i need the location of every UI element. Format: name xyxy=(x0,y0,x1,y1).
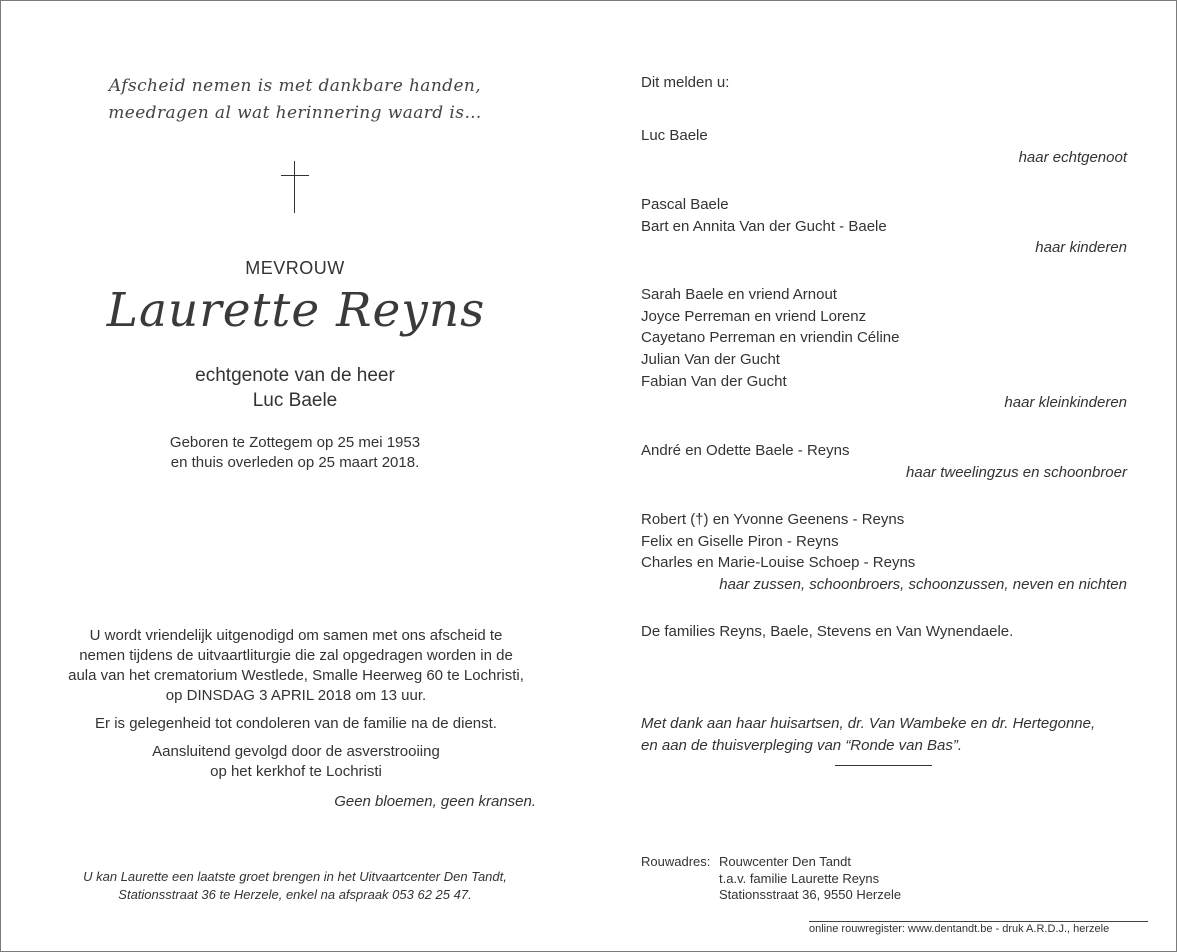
families-line: De families Reyns, Baele, Stevens en Van Wynendaele. xyxy=(641,623,1014,640)
family-name: Luc Baele xyxy=(641,127,708,144)
family-name: André en Odette Baele - Reyns xyxy=(641,442,850,459)
spouse-info xyxy=(91,363,499,413)
family-role: haar tweelingzus en schoonbroer xyxy=(906,463,1127,481)
family-role: haar kleinkinderen xyxy=(1004,394,1127,412)
thanks-note xyxy=(641,713,1127,756)
family-name: Fabian Van der Gucht xyxy=(641,372,787,390)
family-name: Cayetano Perreman en vriendin Céline xyxy=(641,329,900,347)
family-name: Charles en Marie-Louise Schoep - Reyns xyxy=(641,554,916,572)
family-role: haar zussen, schoonbroers, schoonzussen, neven en nichten xyxy=(719,576,1127,594)
separator-line xyxy=(835,765,932,766)
born-line: en thuis overleden op 25 maart 2018. xyxy=(170,454,420,471)
invitation-text xyxy=(46,626,546,706)
invitation-block xyxy=(46,626,546,790)
invitation-line: nemen tijdens de uitvaartliturgie die zal opgedragen worden in de xyxy=(79,647,513,664)
address-line: Stationsstraat 36, 9550 Herzele xyxy=(719,887,902,902)
footer-text: online rouwregister: www.dentandt.be - druk A.R.D.J., herzele xyxy=(809,923,1110,935)
cross-icon-bar xyxy=(281,175,309,176)
thanks-line: Met dank aan haar huisartsen, dr. Van Wambeke en dr. Hertegonne, xyxy=(641,715,1096,732)
condolence-text: Er is gelegenheid tot condoleren van de familie na de dienst. xyxy=(95,715,497,732)
honorific-title: MEVROUW xyxy=(245,258,345,278)
family-name: Bart en Annita Van der Gucht - Baele xyxy=(641,217,887,235)
family-name: Sarah Baele en vriend Arnout xyxy=(641,286,837,303)
invitation-line: U wordt vriendelijk uitgenodigd om samen met ons afscheid te xyxy=(89,627,503,644)
spouse-line: Luc Baele xyxy=(252,390,338,411)
family-group-grandchildren xyxy=(641,284,1127,414)
address-row xyxy=(641,854,901,871)
mourning-address xyxy=(641,854,901,904)
invitation-line: op DINSDAG 3 APRIL 2018 om 13 uur. xyxy=(165,687,427,704)
family-group-siblings xyxy=(641,509,1127,596)
poem xyxy=(91,73,499,127)
address-line: t.a.v. familie Laurette Reyns xyxy=(719,870,880,886)
farewell-note xyxy=(41,868,549,904)
cross-icon xyxy=(294,161,295,213)
farewell-line: U kan Laurette een laatste groet brengen in het Uitvaartcenter Den Tandt, xyxy=(83,869,507,884)
address-line: Rouwcenter Den Tandt xyxy=(719,854,852,869)
family-group-children xyxy=(641,194,1127,259)
scattering-text xyxy=(46,742,546,782)
deceased-name: Laurette Reyns xyxy=(106,283,486,338)
birth-death-info xyxy=(91,433,499,473)
born-line: Geboren te Zottegem op 25 mei 1953 xyxy=(169,434,421,451)
scattering-line: Aansluitend gevolgd door de asverstrooiing xyxy=(152,743,440,760)
family-role: haar echtgenoot xyxy=(1018,148,1127,166)
farewell-line: Stationsstraat 36 te Herzele, enkel na afspraak 053 62 25 47. xyxy=(118,887,472,902)
family-name: Julian Van der Gucht xyxy=(641,351,780,369)
no-flowers-note: Geen bloemen, geen kransen. xyxy=(334,793,536,810)
spouse-line: echtgenote van de heer xyxy=(195,365,395,386)
family-name: Joyce Perreman en vriend Lorenz xyxy=(641,307,867,325)
footer-rule xyxy=(809,921,1148,922)
family-name: Felix en Giselle Piron - Reyns xyxy=(641,532,839,550)
family-group-spouse xyxy=(641,125,1127,168)
family-name: Robert (†) en Yvonne Geenens - Reyns xyxy=(641,511,905,528)
thanks-line: en aan de thuisverpleging van “Ronde van Bas”. xyxy=(641,736,963,754)
address-label: Rouwadres: xyxy=(641,854,711,869)
intro-text: Dit melden u: xyxy=(641,74,730,91)
family-role: haar kinderen xyxy=(1035,239,1127,257)
scattering-line: op het kerkhof te Lochristi xyxy=(210,763,382,780)
invitation-line: aula van het crematorium Westlede, Smalle Heerweg 60 te Lochristi, xyxy=(68,667,524,684)
family-name: Pascal Baele xyxy=(641,196,729,213)
poem-line: meedragen al wat herinnering waard is… xyxy=(108,103,482,123)
poem-line: Afscheid nemen is met dankbare handen, xyxy=(108,76,482,96)
family-group-twin xyxy=(641,440,1127,483)
